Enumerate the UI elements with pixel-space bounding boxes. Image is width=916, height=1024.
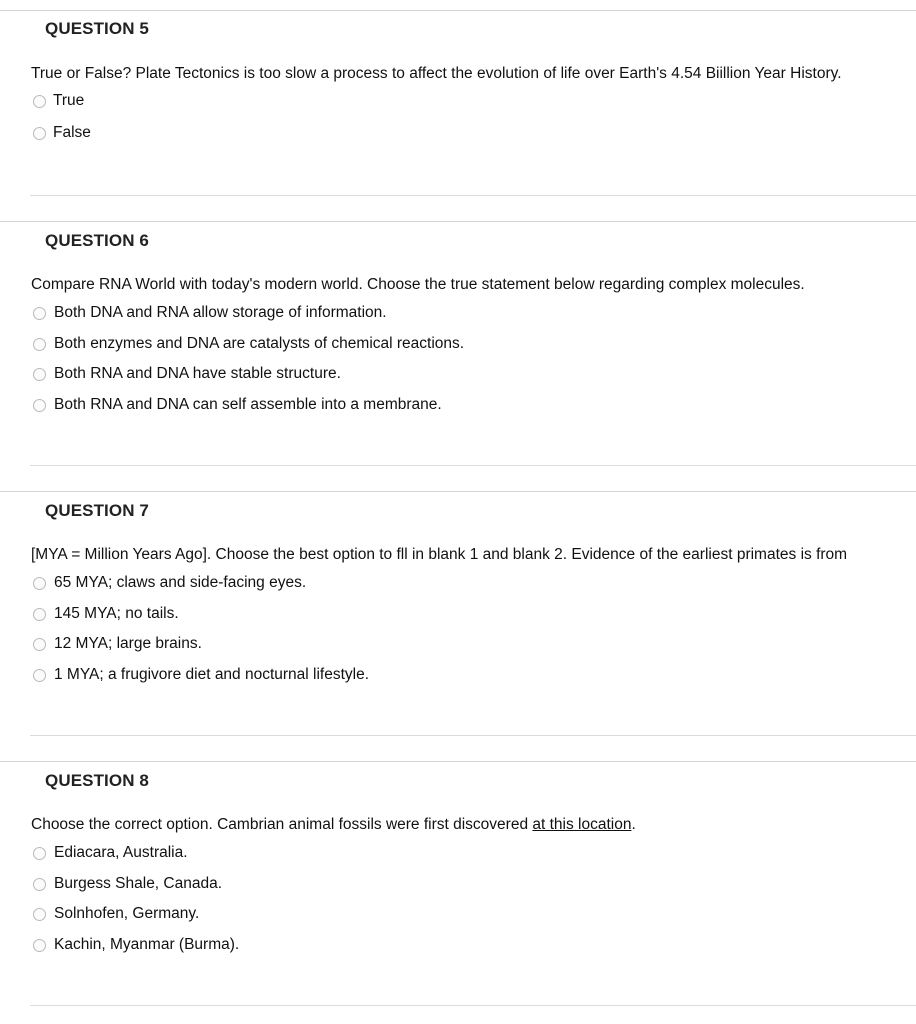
question-8-option-2[interactable] xyxy=(33,874,222,894)
radio-button[interactable] xyxy=(33,338,46,351)
question-5-option-2[interactable] xyxy=(33,123,91,143)
option-label: Solnhofen, Germany. xyxy=(54,905,200,922)
radio-button[interactable] xyxy=(33,95,46,108)
radio-button[interactable] xyxy=(33,638,46,651)
question-5-bottom-divider xyxy=(30,195,916,196)
question-8-prompt xyxy=(31,816,636,834)
question-5-option-1[interactable] xyxy=(33,91,84,111)
question-8-bottom-divider xyxy=(30,1005,916,1006)
option-label: 1 MYA; a frugivore diet and nocturnal lifestyle. xyxy=(54,666,370,683)
question-8-option-3[interactable] xyxy=(33,904,199,924)
question-7-prompt: [MYA = Million Years Ago]. Choose the best option to fll in blank 1 and blank 2. Evidence of the earliest primates is from xyxy=(31,546,848,563)
question-5-top-divider xyxy=(0,10,916,11)
radio-button[interactable] xyxy=(33,608,46,621)
question-8-option-1[interactable] xyxy=(33,843,188,863)
question-8-option-4[interactable] xyxy=(33,935,239,955)
question-8-prompt-text: Choose the correct option. Cambrian animal fossils were first discovered xyxy=(31,816,533,833)
option-label: Both DNA and RNA allow storage of information. xyxy=(54,304,387,321)
question-8-title: QUESTION 8 xyxy=(45,771,149,790)
question-7-option-4[interactable] xyxy=(33,665,369,685)
question-6-option-3[interactable] xyxy=(33,364,341,384)
question-7-top-divider xyxy=(0,491,916,492)
radio-button[interactable] xyxy=(33,399,46,412)
question-6-bottom-divider xyxy=(30,465,916,466)
option-label: False xyxy=(53,124,91,141)
radio-button[interactable] xyxy=(33,847,46,860)
question-6-top-divider xyxy=(0,221,916,222)
radio-button[interactable] xyxy=(33,939,46,952)
question-7-bottom-divider xyxy=(30,735,916,736)
question-5-prompt: True or False? Plate Tectonics is too slow a process to affect the evolution of life over Earth's 4.54 Biillion Year History. xyxy=(31,65,842,82)
radio-button[interactable] xyxy=(33,368,46,381)
question-6-option-1[interactable] xyxy=(33,303,387,323)
question-6-option-2[interactable] xyxy=(33,334,464,354)
question-6-prompt: Compare RNA World with today's modern world. Choose the true statement below regarding complex molecules. xyxy=(31,276,805,293)
question-8-prompt-link[interactable]: at this location xyxy=(532,816,632,833)
radio-button[interactable] xyxy=(33,908,46,921)
radio-button[interactable] xyxy=(33,127,46,140)
option-label: Both enzymes and DNA are catalysts of chemical reactions. xyxy=(54,335,465,352)
option-label: 12 MYA; large brains. xyxy=(54,635,202,652)
option-label: 65 MYA; claws and side-facing eyes. xyxy=(54,574,307,591)
question-7-option-1[interactable] xyxy=(33,573,306,593)
option-label: Both RNA and DNA have stable structure. xyxy=(54,365,341,382)
option-label: True xyxy=(53,92,85,109)
question-6-option-4[interactable] xyxy=(33,395,442,415)
option-label: Burgess Shale, Canada. xyxy=(54,875,223,892)
question-8-top-divider xyxy=(0,761,916,762)
option-label: Both RNA and DNA can self assemble into a membrane. xyxy=(54,396,442,413)
option-label: Kachin, Myanmar (Burma). xyxy=(54,936,240,953)
option-label: Ediacara, Australia. xyxy=(54,844,188,861)
question-7-title: QUESTION 7 xyxy=(45,501,149,520)
radio-button[interactable] xyxy=(33,577,46,590)
option-label: 145 MYA; no tails. xyxy=(54,605,179,622)
question-6-title: QUESTION 6 xyxy=(45,231,149,250)
radio-button[interactable] xyxy=(33,669,46,682)
question-7-option-2[interactable] xyxy=(33,604,179,624)
radio-button[interactable] xyxy=(33,878,46,891)
question-7-option-3[interactable] xyxy=(33,634,202,654)
radio-button[interactable] xyxy=(33,307,46,320)
question-8-prompt-end: . xyxy=(631,816,636,833)
question-5-title: QUESTION 5 xyxy=(45,19,149,38)
